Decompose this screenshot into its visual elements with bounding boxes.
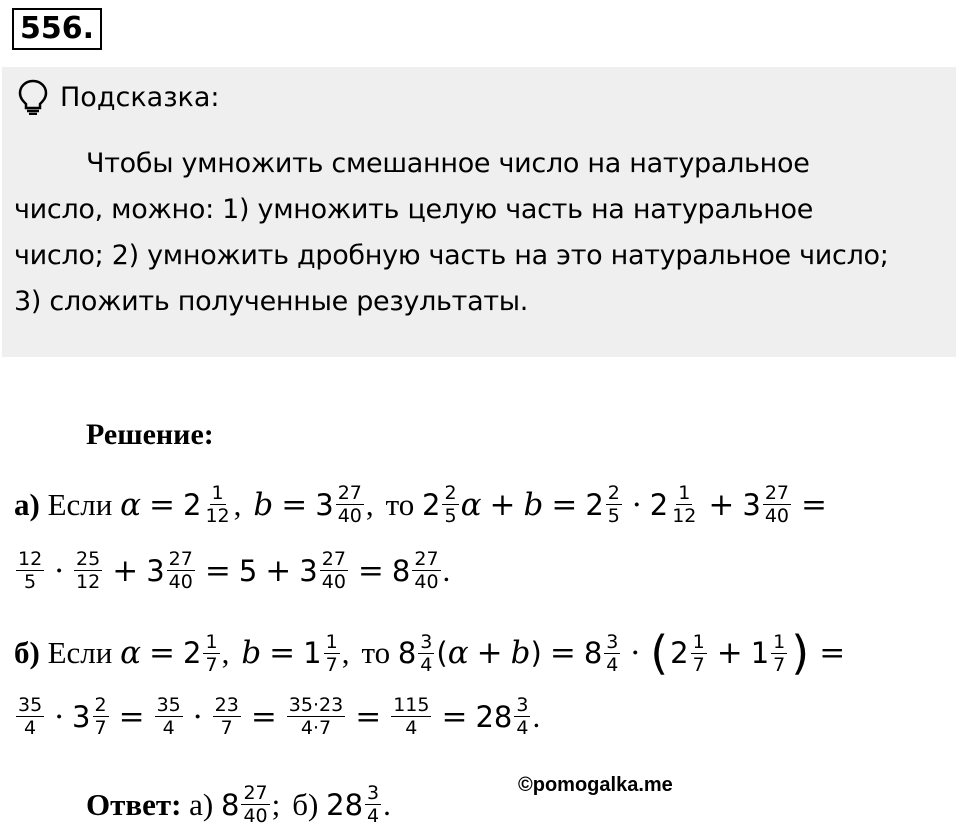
problem-number: 556. [12, 8, 102, 50]
part-a-line-2: $\frac{12}{5}$ · $\frac{25}{12}$ + 3 $\frac{27}{40}$ = 5 + 3 $\frac{27}{40}$ = 8 $\frac{27}{40}$ . [18, 548, 451, 593]
part-a-line-1: а) Если α = 2 $\frac{1}{12}$ , b = 3 $\frac{27}{40}$ , то 2 $\frac{2}{5}$ α + b = 2 $\frac{2}{5}$ · 2 $\frac{1}{12}$ + 3 $\frac{27}{40}$ = [14, 482, 827, 527]
answer-label: Ответ: [86, 786, 182, 822]
then-word: то [361, 635, 391, 670]
if-word: Если [47, 486, 113, 522]
hint-title: Подсказка: [60, 81, 220, 113]
hint-box [2, 67, 956, 357]
part-b-label: б) [14, 635, 40, 670]
hint-header [18, 79, 220, 115]
answer-b-label: б) [292, 786, 319, 822]
hint-line: число, можно: 1) умножить целую часть на натуральное [14, 194, 814, 225]
watermark: ©pomogalka.me [518, 774, 673, 796]
hint-line: 3) сложить полученные результаты. [14, 286, 529, 317]
then-word: то [385, 486, 415, 522]
lightbulb-icon [18, 79, 48, 115]
part-b-line-1: б) Если α = 2 $\frac{1}{7}$ , b = 1 $\frac{1}{7}$ , то 8 $\frac{3}{4}$ ( α + b ) = 8 $\frac{3}{4}$ · ( 2 $\frac{1}{7}$ + 1 $\frac{1}{7}$ ) = [14, 626, 846, 680]
hint-text [14, 141, 949, 325]
answer-a-label: а) [189, 786, 214, 822]
solution-title: Решение: [86, 418, 214, 451]
part-b-line-2: $\frac{35}{4}$ · 3 $\frac{2}{7}$ = $\frac{35}{4}$ · $\frac{23}{7}$ = $\frac{35\cdot 23}{4\cdot 7}$ = $\frac{115}{4}$ = 28 $\frac{3}{4}$ . [18, 694, 541, 739]
hint-line: Чтобы умножить смешанное число на натуральное [86, 148, 810, 179]
answer-line: Ответ: а) 8 $\frac{27}{40}$ ; б) 28 $\frac{3}{4}$ . [86, 782, 391, 827]
part-a-label: а) [14, 486, 40, 522]
hint-line: число; 2) умножить дробную часть на это натуральное число; [14, 240, 889, 271]
if-word: Если [47, 635, 113, 670]
